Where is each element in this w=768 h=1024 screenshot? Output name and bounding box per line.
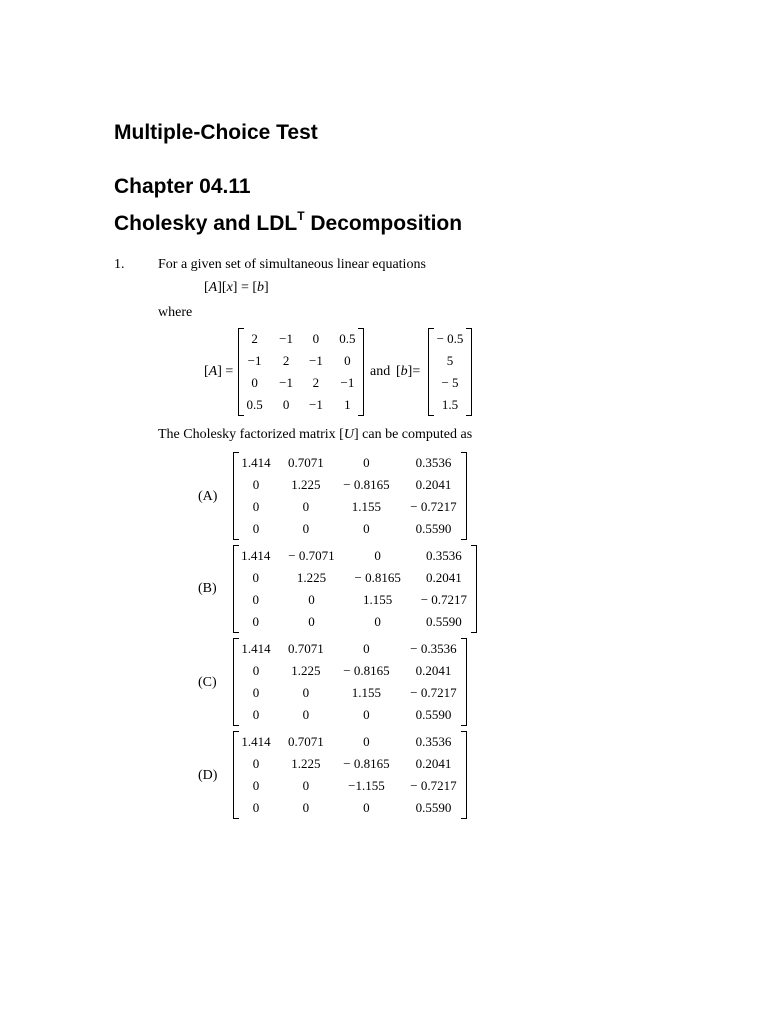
system-equation: [A][x] = [b] <box>204 280 269 295</box>
matrix-cell: 0.7071 <box>288 734 324 749</box>
matrix-row <box>233 704 467 726</box>
matrix-cell: 2 <box>251 331 258 346</box>
matrix-cell: 1.414 <box>241 734 271 749</box>
right-bracket <box>358 328 364 416</box>
matrix-cell: 0 <box>363 641 370 656</box>
option-D-label[interactable]: (D) <box>198 768 218 783</box>
matrix-cell: 0 <box>252 592 259 607</box>
matrix-cell: 0 <box>363 521 370 536</box>
matrix-cell: 0 <box>252 707 260 722</box>
matrix-cell: −1.155 <box>348 778 385 793</box>
matrix-grid <box>233 638 467 726</box>
matrix-cell: 0 <box>252 477 260 492</box>
and-label: and <box>370 364 391 379</box>
matrix-A-label: [A] = <box>204 364 234 379</box>
b-eq: = <box>412 364 421 379</box>
matrix-cell: 0.2041 <box>415 477 452 492</box>
matrix-cell: 1.225 <box>296 570 327 585</box>
test-title: Multiple-Choice Test <box>114 121 318 144</box>
topic-main: Cholesky and LDL <box>114 212 298 235</box>
matrix-cell: 5 <box>446 353 454 368</box>
right-bracket <box>461 731 467 819</box>
option-D-matrix[interactable] <box>233 731 467 819</box>
matrix-cell: 0 <box>252 499 260 514</box>
matrix-cell: 1.414 <box>241 455 271 470</box>
option-A-label[interactable]: (A) <box>198 489 218 504</box>
matrix-cell: − 0.7071 <box>288 548 335 563</box>
vector-b <box>428 328 472 416</box>
matrix-cell: − 5 <box>441 375 459 390</box>
matrix-row <box>233 545 477 567</box>
A-lhs: A <box>208 364 218 379</box>
matrix-cell: 0 <box>363 800 370 815</box>
matrix-cell: 1.155 <box>351 685 382 700</box>
option-B-label[interactable]: (B) <box>198 581 217 596</box>
matrix-cell: 0 <box>374 548 381 563</box>
matrix-cell: 0 <box>308 592 315 607</box>
matrix-cell: 0.5590 <box>426 614 462 629</box>
matrix-cell: 0 <box>252 521 260 536</box>
matrix-row <box>238 394 364 416</box>
matrix-cell: −1 <box>247 353 262 368</box>
matrix-cell: 0 <box>251 375 258 390</box>
matrix-cell: 0.7071 <box>288 641 324 656</box>
left-bracket <box>233 452 239 540</box>
prompt-post: can be computed as <box>358 427 473 442</box>
matrix-cell: −1 <box>279 375 293 390</box>
matrix-cell: 0 <box>302 707 310 722</box>
matrix-row <box>233 753 467 775</box>
prompt-pre: The Cholesky factorized matrix <box>158 427 340 442</box>
matrix-cell: 0 <box>302 521 310 536</box>
matrix-row <box>233 682 467 704</box>
matrix-cell: 0 <box>252 685 260 700</box>
matrix-cell: 0 <box>252 756 260 771</box>
matrix-row <box>233 660 467 682</box>
matrix-cell: − 0.8165 <box>343 663 390 678</box>
matrix-cell: − 0.7217 <box>410 778 457 793</box>
question-prompt: The Cholesky factorized matrix [U] can be computed as <box>158 427 473 442</box>
matrix-cell: −1 <box>308 353 323 368</box>
matrix-cell: 0 <box>252 614 259 629</box>
A-eq: = <box>221 364 234 379</box>
topic-end: Decomposition <box>304 212 463 235</box>
matrix-cell: 0.7071 <box>288 455 324 470</box>
matrix-cell: 1.225 <box>291 477 321 492</box>
matrix-A <box>238 328 364 416</box>
matrix-cell: −1 <box>279 331 293 346</box>
sys-b: b <box>257 280 265 295</box>
matrix-cell: 1.155 <box>363 592 393 607</box>
matrix-cell: 1.5 <box>441 397 459 412</box>
matrix-cell: 0.5590 <box>415 521 452 536</box>
matrix-row <box>233 638 467 660</box>
chapter-number: Chapter 04.11 <box>114 175 251 198</box>
matrix-cell: 1.225 <box>291 663 321 678</box>
matrix-cell: −1 <box>340 375 355 390</box>
sys-x: x <box>226 280 233 295</box>
matrix-cell: 0.3536 <box>415 734 452 749</box>
matrix-cell: − 0.5 <box>436 331 464 346</box>
matrix-row <box>233 589 477 611</box>
option-B-matrix[interactable] <box>233 545 477 633</box>
matrix-grid <box>233 545 477 633</box>
matrix-cell: 1 <box>344 397 351 412</box>
matrix-row <box>233 567 477 589</box>
matrix-cell: 0 <box>363 734 370 749</box>
matrix-grid <box>238 328 364 416</box>
right-bracket <box>466 328 472 416</box>
matrix-cell: 0 <box>302 499 310 514</box>
sys-A: A <box>208 280 218 295</box>
matrix-row <box>238 372 364 394</box>
matrix-cell: 0 <box>312 331 320 346</box>
matrix-cell: 0.5590 <box>415 800 452 815</box>
matrix-cell: 0 <box>302 778 310 793</box>
matrix-cell: 0 <box>344 353 351 368</box>
matrix-row <box>238 328 364 350</box>
matrix-cell: 0 <box>252 663 260 678</box>
matrix-grid <box>233 731 467 819</box>
option-A-matrix[interactable] <box>233 452 467 540</box>
b-lhs: b <box>400 364 408 379</box>
matrix-cell: 1.414 <box>241 641 271 656</box>
matrix-cell: 0 <box>252 800 260 815</box>
matrix-cell: 0 <box>363 455 370 470</box>
matrix-cell: 1.155 <box>351 499 382 514</box>
matrix-cell: 0 <box>302 685 310 700</box>
matrix-cell: − 0.7217 <box>420 592 468 607</box>
matrix-cell: 0.2041 <box>426 570 462 585</box>
matrix-cell: 2 <box>312 375 320 390</box>
matrix-cell: 0.3536 <box>415 455 452 470</box>
question-number: 1. <box>114 257 125 272</box>
chapter-topic <box>114 205 462 237</box>
matrix-cell: 0 <box>302 800 310 815</box>
matrix-cell: − 0.3536 <box>410 641 457 656</box>
matrix-cell: 0.2041 <box>415 663 452 678</box>
matrix-cell: − 0.8165 <box>354 570 401 585</box>
sys-eq: = <box>237 280 253 295</box>
vector-b-label: [b]= <box>396 364 421 379</box>
matrix-row <box>233 452 467 474</box>
question-intro: For a given set of simultaneous linear equations <box>158 257 426 272</box>
matrix-cell: − 0.8165 <box>343 477 390 492</box>
option-C-matrix[interactable] <box>233 638 467 726</box>
matrix-cell: − 0.8165 <box>343 756 390 771</box>
left-bracket <box>238 328 244 416</box>
left-bracket <box>428 328 434 416</box>
matrix-row <box>233 474 467 496</box>
topic-superscript: T <box>297 209 305 223</box>
matrix-cell: 1.225 <box>291 756 321 771</box>
right-bracket <box>461 638 467 726</box>
matrix-cell: − 0.7217 <box>410 685 457 700</box>
matrix-grid <box>233 452 467 540</box>
matrix-row <box>238 350 364 372</box>
matrix-cell: − 0.7217 <box>410 499 457 514</box>
matrix-row <box>233 518 467 540</box>
prompt-U: U <box>343 427 354 442</box>
matrix-cell: 0 <box>374 614 381 629</box>
matrix-row <box>233 797 467 819</box>
right-bracket <box>471 545 477 633</box>
matrix-cell: −1 <box>308 397 323 412</box>
matrix-row <box>233 731 467 753</box>
matrix-cell: 0 <box>252 778 260 793</box>
matrix-row <box>233 775 467 797</box>
matrix-cell: 2 <box>282 353 290 368</box>
left-bracket <box>233 638 239 726</box>
right-bracket <box>461 452 467 540</box>
matrix-cell: 0.2041 <box>415 756 452 771</box>
matrix-cell: 1.414 <box>241 548 271 563</box>
matrix-cell: 0.5 <box>339 331 356 346</box>
matrix-cell: 0 <box>252 570 259 585</box>
matrix-cell: 0 <box>308 614 315 629</box>
matrix-row <box>233 611 477 633</box>
matrix-cell: 0.3536 <box>426 548 462 563</box>
left-bracket <box>233 731 239 819</box>
matrix-cell: 0 <box>282 397 290 412</box>
matrix-row <box>233 496 467 518</box>
matrix-cell: 0.5590 <box>415 707 452 722</box>
matrix-cell: 0.5 <box>246 397 263 412</box>
matrix-cell: 0 <box>363 707 370 722</box>
where-label: where <box>158 305 193 320</box>
left-bracket <box>233 545 239 633</box>
option-C-label[interactable]: (C) <box>198 675 217 690</box>
